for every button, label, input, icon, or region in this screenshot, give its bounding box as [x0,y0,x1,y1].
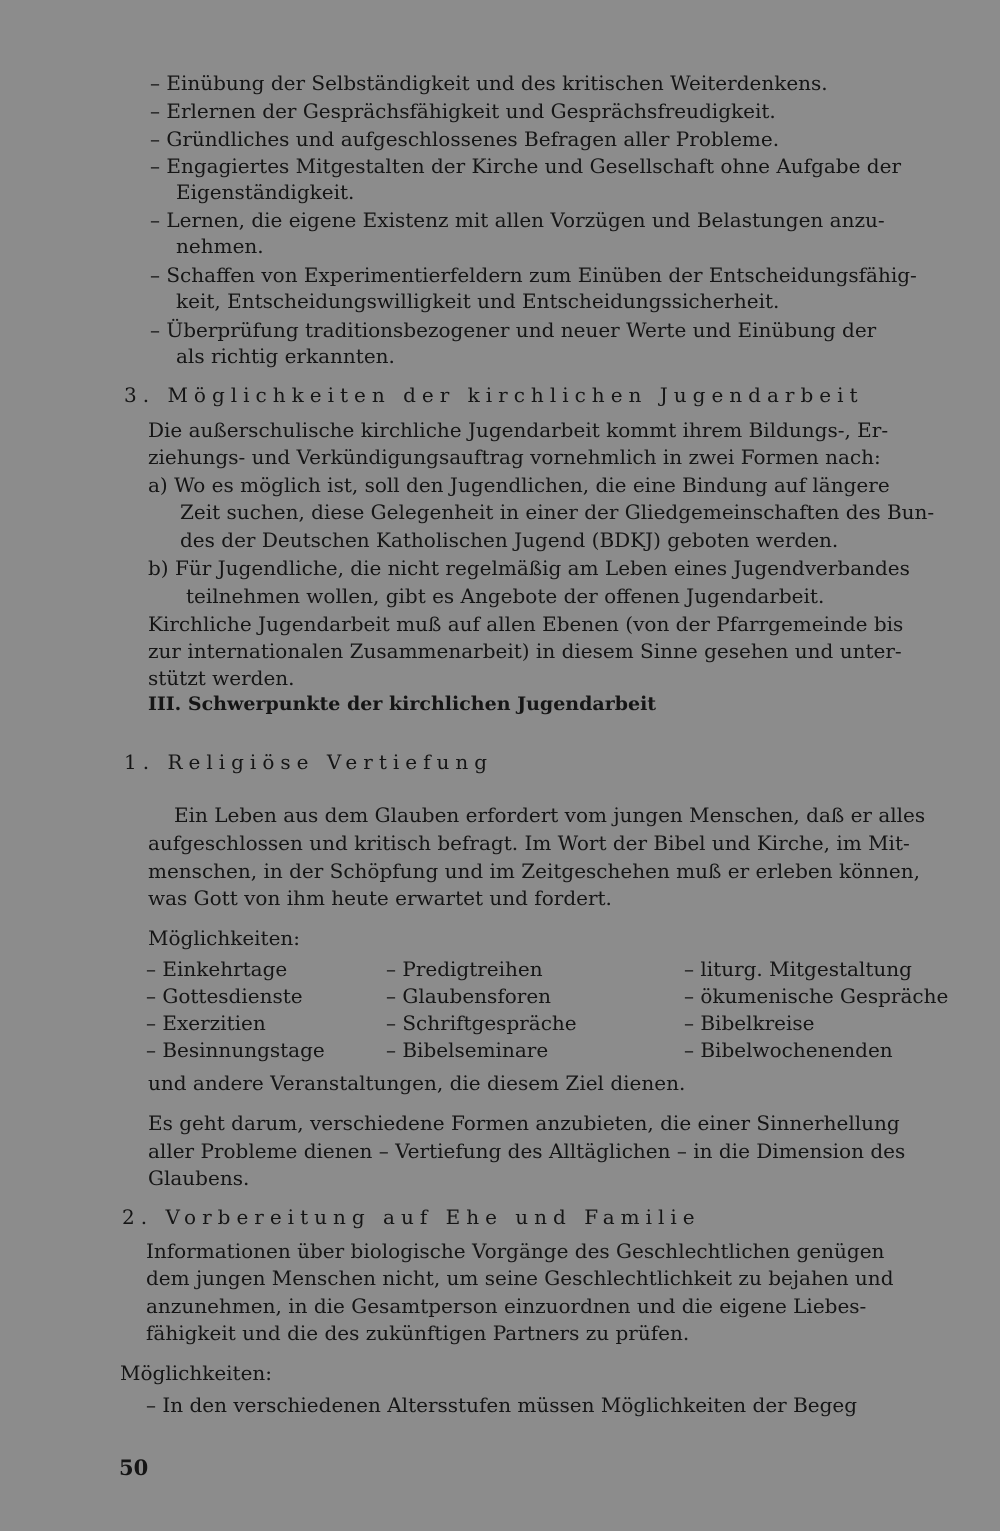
intro-list-item: – Einübung der Selbständigkeit und des kritischen Weiterdenkens. [150,71,828,95]
intro-list-item: – Schaffen von Experimentierfeldern zum Einüben der Entscheidungsfähig- [150,263,917,287]
section-heading: 1. Religiöse Vertiefung [124,750,494,774]
option-item: – In den verschiedenen Altersstufen müssen Möglichkeiten der Begeg [146,1393,858,1417]
intro-list-continuation: Eigenständigkeit. [176,180,355,204]
paragraph-line: aller Probleme dienen – Vertiefung des Alltäglichen – in die Dimension des [148,1139,906,1163]
option-item: – Einkehrtage [146,957,288,981]
paragraph-line: fähigkeit und die des zukünftigen Partners zu prüfen. [146,1321,690,1345]
option-item: – liturg. Mitgestaltung [684,957,912,981]
paragraph-line: was Gott von ihm heute erwartet und fordert. [148,886,612,910]
paragraph-line: dem jungen Menschen nicht, um seine Geschlechtlichkeit zu bejahen und [146,1266,894,1290]
chapter-heading: III. Schwerpunkte der kirchlichen Jugendarbeit [148,693,657,715]
paragraph-line: Ein Leben aus dem Glauben erfordert vom jungen Menschen, daß er alles [174,803,926,827]
paragraph-line: und andere Veranstaltungen, die diesem Ziel dienen. [148,1071,686,1095]
intro-list-continuation: nehmen. [176,234,264,258]
option-item: – Bibelwochenenden [684,1038,893,1062]
paragraph-line: Die außerschulische kirchliche Jugendarbeit kommt ihrem Bildungs-, Er- [148,418,889,442]
option-item: – Besinnungstage [146,1038,325,1062]
intro-list-item: – Lernen, die eigene Existenz mit allen Vorzügen und Belastungen anzu- [150,208,885,232]
paragraph-line: ziehungs- und Verkündigungsauftrag vornehmlich in zwei Formen nach: [148,445,881,469]
options-column-2 [386,956,577,1064]
options-label: Möglichkeiten: [148,926,301,950]
paragraph-line: menschen, in der Schöpfung und im Zeitgeschehen muß er erleben können, [148,859,921,883]
option-item: – ökumenische Gespräche [684,984,949,1008]
option-item: – Bibelseminare [386,1038,549,1062]
intro-list-continuation: keit, Entscheidungswilligkeit und Entscheidungssicherheit. [176,289,780,313]
paragraph-line: Glaubens. [148,1166,250,1190]
paragraph-line: Kirchliche Jugendarbeit muß auf allen Ebenen (von der Pfarrgemeinde bis [148,612,904,636]
option-item: – Glaubensforen [386,984,552,1008]
options-column-1 [146,956,325,1064]
intro-list-item: – Erlernen der Gesprächsfähigkeit und Gesprächsfreudigkeit. [150,99,776,123]
paragraph-line: a) Wo es möglich ist, soll den Jugendlichen, die eine Bindung auf längere [148,473,890,497]
paragraph-line: stützt werden. [148,666,295,690]
intro-list-item: – Engagiertes Mitgestalten der Kirche und Gesellschaft ohne Aufgabe der [150,154,902,178]
paragraph-line: anzunehmen, in die Gesamtperson einzuordnen und die eigene Liebes- [146,1294,867,1318]
paragraph-line: Informationen über biologische Vorgänge des Geschlechtlichen genügen [146,1239,885,1263]
page-number: 50 [119,1455,149,1480]
option-item: – Exerzitien [146,1011,266,1035]
option-item: – Predigtreihen [386,957,543,981]
option-item: – Schriftgespräche [386,1011,577,1035]
intro-list-item: – Gründliches und aufgeschlossenes Befragen aller Probleme. [150,127,780,151]
paragraph-line: teilnehmen wollen, gibt es Angebote der offenen Jugendarbeit. [186,584,825,608]
intro-list-continuation: als richtig erkannten. [176,344,395,368]
paragraph-line: b) Für Jugendliche, die nicht regelmäßig am Leben eines Jugendverbandes [148,556,910,580]
paragraph-line: des der Deutschen Katholischen Jugend (BDKJ) geboten werden. [180,528,839,552]
paragraph-line: zur internationalen Zusammenarbeit) in diesem Sinne gesehen und unter- [148,639,902,663]
paragraph-line: aufgeschlossen und kritisch befragt. Im Wort der Bibel und Kirche, im Mit- [148,831,910,855]
option-item: – Gottesdienste [146,984,303,1008]
options-label: Möglichkeiten: [120,1361,273,1385]
section-heading: 2. Vorbereitung auf Ehe und Familie [122,1205,701,1229]
paragraph-line: Es geht darum, verschiedene Formen anzubieten, die einer Sinnerhellung [148,1111,900,1135]
intro-list-item: – Überprüfung traditionsbezogener und neuer Werte und Einübung der [150,318,877,342]
option-item: – Bibelkreise [684,1011,815,1035]
section-heading: 3. Möglichkeiten der kirchlichen Jugendarbeit [124,383,864,407]
paragraph-line: Zeit suchen, diese Gelegenheit in einer der Gliedgemeinschaften des Bun- [180,500,935,524]
options-column-3 [684,956,948,1064]
